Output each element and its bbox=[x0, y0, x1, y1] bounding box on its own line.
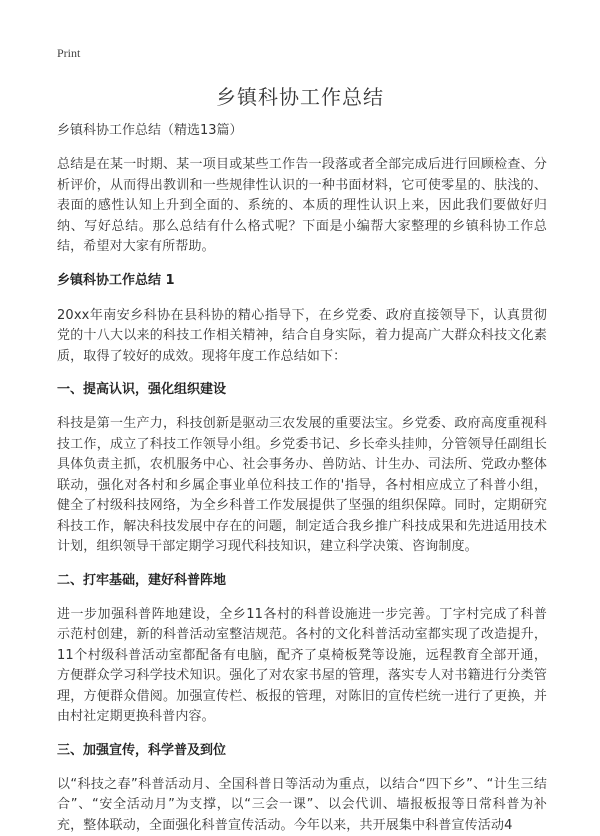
section-heading: 二、打牢基础，建好科普阵地 bbox=[57, 572, 547, 590]
section-paragraph: 科技是第一生产力，科技创新是驱动三农发展的重要法宝。乡党委、政府高度重视科技工作，成立了科技工作领导小组。乡党委书记、乡长牵头挂帅，分管领导任副组长具体负责主抓，农机服务中心、社会事务办、兽防站、计生办、司法所、党政办整体联动，强化对各村和乡属企事业单位科技工作的'指导，各村相应成立了科普小组，健全了村级科技网络，为全乡科普工作发展提供了坚强的组织保障。同时，定期研究科技工作，解决科技发展中存在的问题，制定适合我乡推广科技成果和先进适用技术计划，组织领导干部定期学习现代科技知识，建立科学决策、咨询制度。 bbox=[57, 414, 547, 558]
section-paragraph: 进一步加强科普阵地建设，全乡11各村的科普设施进一步完善。丁字村完成了科普示范村创建，新的科普活动室整洁规范。各村的文化科普活动室都实现了改造提升，11个村级科普活动室都配备有电脑，配齐了桌椅板凳等设施，远程教育全部开通，方便群众学习科学技术知识。强化了对农家书屋的管理，落实专人对书籍进行分类管理，方便群众借阅。加强宣传栏、板报的管理，对陈旧的宣传栏统一进行了更换，并由村社定期更换科普内容。 bbox=[57, 605, 547, 728]
section-heading: 三、加强宣传，科学普及到位 bbox=[57, 742, 547, 760]
intro-paragraph: 总结是在某一时期、某一项目或某些工作告一段落或者全部完成后进行回顾检查、分析评价，从而得出教训和一些规律性认识的一种书面材料，它可使零星的、肤浅的、表面的感性认知上升到全面的、系统的、本质的理性认识上来，因此我们要做好归纳、写好总结。那么总结有什么格式呢？下面是小编帮大家整理的乡镇科协工作总结，希望对大家有所帮助。 bbox=[57, 155, 547, 258]
document-body bbox=[57, 122, 547, 836]
page-title: 乡镇科协工作总结 bbox=[0, 81, 600, 110]
print-link[interactable]: Print bbox=[57, 46, 80, 61]
section-heading: 一、提高认识，强化组织建设 bbox=[57, 381, 547, 399]
article-heading: 乡镇科协工作总结 1 bbox=[57, 272, 547, 290]
document-subtitle: 乡镇科协工作总结（精选13篇） bbox=[57, 122, 547, 140]
section-paragraph: 以“科技之春”科普活动月、全国科普日等活动为重点，以结合“四下乡”、“计生三结合”、“安全活动月”为支撑，以“三会一课”、以会代训、墙报板报等日常科普为补充，整体联动，全面强化科普宣传活动。今年以来，共开展集中科普宣传活动4 bbox=[57, 775, 547, 836]
article-lead-paragraph: 20xx年南安乡科协在县科协的精心指导下，在乡党委、政府直接领导下，认真贯彻党的十八大以来的科技工作相关精神，结合自身实际，着力提高广大群众科技文化素质，取得了较好的成效。现将年度工作总结如下： bbox=[57, 306, 547, 368]
